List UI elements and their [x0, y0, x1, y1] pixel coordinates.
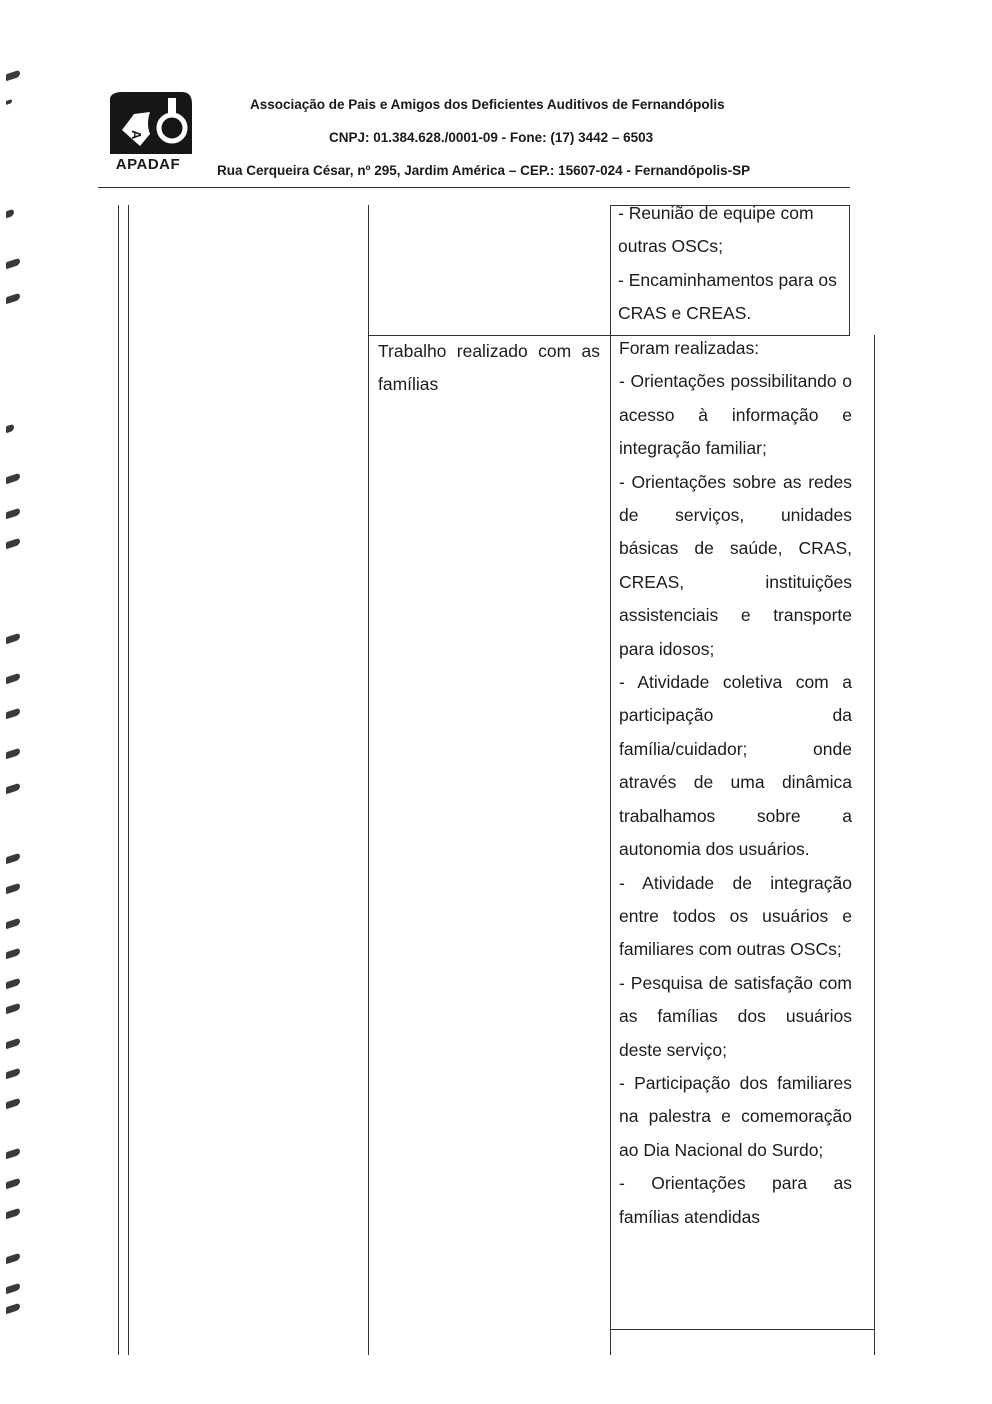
list-item: Foram realizadas: — [619, 338, 760, 358]
table-bottom-edge — [610, 1329, 874, 1330]
logo-name: APADAF — [115, 156, 181, 173]
list-item: - Orientações para as famílias atendidas — [619, 1173, 852, 1227]
table-left-border — [128, 205, 129, 1355]
table-right-border — [874, 335, 875, 1355]
list-item: - Atividade de integração entre todos os usuários e familiares com outras OSCs; — [619, 872, 852, 960]
activity-table — [128, 205, 850, 1355]
list-item: - Pesquisa de satisfação com as famílias dos usuários deste serviço; — [619, 972, 852, 1060]
list-item: - Atividade coletiva com a participação da família/cuidador; onde através de uma dinâmica trabalhamos sobre a autonomia dos usuários. — [619, 672, 852, 860]
table-right-border-top — [849, 205, 850, 335]
row2-col2-text: Trabalho realizado com as famílias — [378, 341, 600, 395]
column-divider-1 — [368, 205, 369, 1355]
row1-col3-text: - Reunião de equipe com outras OSCs; - Encaminhamentos para os CRAS e CREAS. — [618, 203, 837, 324]
list-item: - Orientações sobre as redes de serviços, unidades básicas de saúde, CRAS, CREAS, instituições assistenciais e transporte para idosos; — [619, 471, 852, 659]
list-item: - Participação dos familiares na palestra e comemoração ao Dia Nacional do Surdo; — [619, 1072, 852, 1160]
binding-holes — [0, 60, 36, 1360]
row2-col3-list — [619, 332, 852, 1234]
address: Rua Cerqueira César, nº 295, Jardim América – CEP.: 15607-024 - Fernandópolis-SP — [217, 163, 751, 178]
cnpj-phone: CNPJ: 01.384.628./0001-09 - Fone: (17) 3442 – 6503 — [329, 130, 654, 145]
list-item: - Orientações possibilitando o acesso à informação e integração familiar; — [619, 371, 852, 459]
header-divider — [98, 187, 850, 188]
svg-text:A: A — [129, 130, 144, 140]
organization-name: Associação de Pais e Amigos dos Deficientes Auditivos de Fernandópolis — [250, 97, 725, 112]
column-divider-2 — [610, 205, 611, 1355]
